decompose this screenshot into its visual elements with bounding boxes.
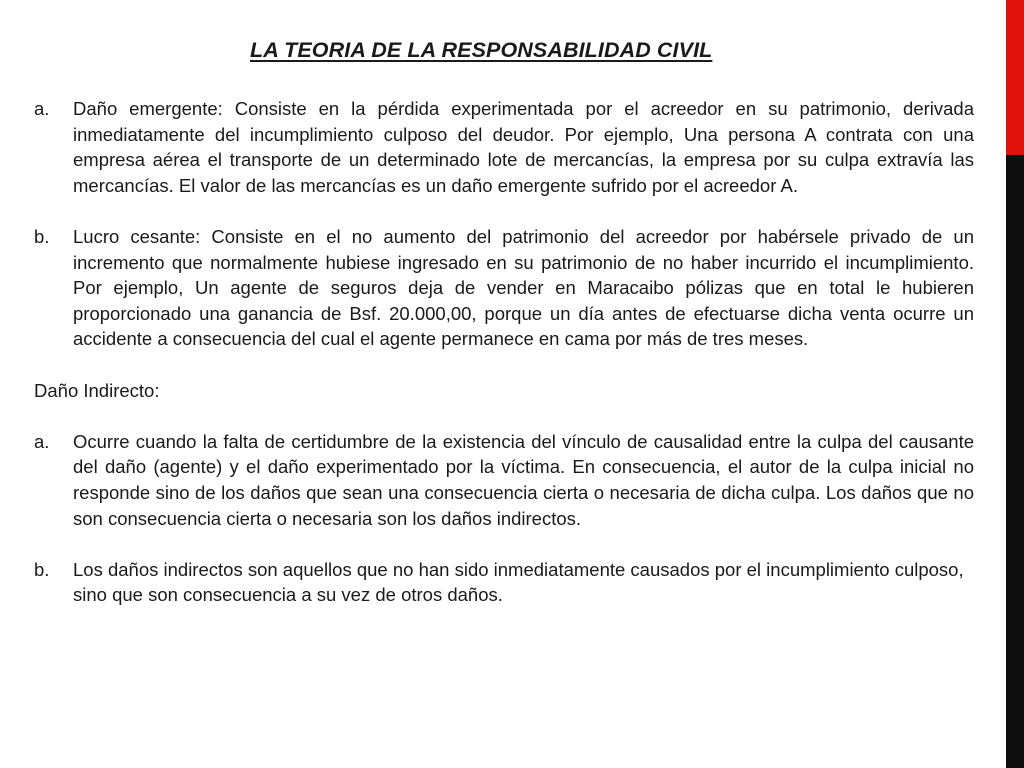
list-item-text: Los daños indirectos son aquellos que no han sido inmediatamente causados por el incumplimiento culposo, sino que son consecuencia a su vez de otros daños. xyxy=(73,558,964,606)
spacer xyxy=(34,531,974,557)
spacer xyxy=(34,198,974,224)
accent-bar-red xyxy=(1006,0,1024,155)
list-marker: a. xyxy=(34,98,50,119)
list-item-text: Daño emergente: Consiste en la pérdida experimentada por el acreedor en su patrimonio, derivada inmediatamente del incumplimiento culposo del deudor. Por ejemplo, Una persona A contrata con una empresa aérea el transporte de un determinado lote de mercancías, la empresa por su culpa extravía las mercancías. El valor de las mercancías es un daño emergente sufrido por el acreedor A. xyxy=(73,98,974,196)
spacer xyxy=(34,352,974,378)
list-item-dano-emergente xyxy=(34,96,974,198)
list-item-text: Lucro cesante: Consiste en el no aumento del patrimonio del acreedor por habérsele privado de un incremento que normalmente hubiese ingresado en su patrimonio de no haber incurrido el incumplimiento. Por ejemplo, Un agente de seguros deja de vender en Maracaibo pólizas que en total le hubieren proporcionado una ganancia de Bsf. 20.000,00, porque un día antes de efectuarse dicha venta ocurre un accidente a consecuencia del cual el agente permanece en cama por más de tres meses. xyxy=(73,225,974,350)
list-item-dano-indirecto-b xyxy=(34,557,974,608)
spacer xyxy=(34,403,974,429)
accent-bar-black xyxy=(1006,155,1024,768)
list-item-text: Ocurre cuando la falta de certidumbre de la existencia del vínculo de causalidad entre la culpa del causante del daño (agente) y el daño experimentado por la víctima. En consecuencia, el autor de la culpa inicial no responde sino de los daños que sean una consecuencia cierta o necesaria de dicha culpa. Los daños que no son consecuencia cierta o necesaria son los daños indirectos. xyxy=(73,430,974,529)
section-heading: Daño Indirecto: xyxy=(34,379,160,401)
page-title: LA TEORIA DE LA RESPONSABILIDAD CIVIL xyxy=(250,38,713,62)
list-item-dano-indirecto-a xyxy=(34,429,974,531)
list-marker: a. xyxy=(34,430,50,452)
list-marker: b. xyxy=(34,558,50,580)
slide-body xyxy=(34,96,974,608)
list-item-lucro-cesante xyxy=(34,224,974,352)
list-marker: b. xyxy=(34,225,50,247)
